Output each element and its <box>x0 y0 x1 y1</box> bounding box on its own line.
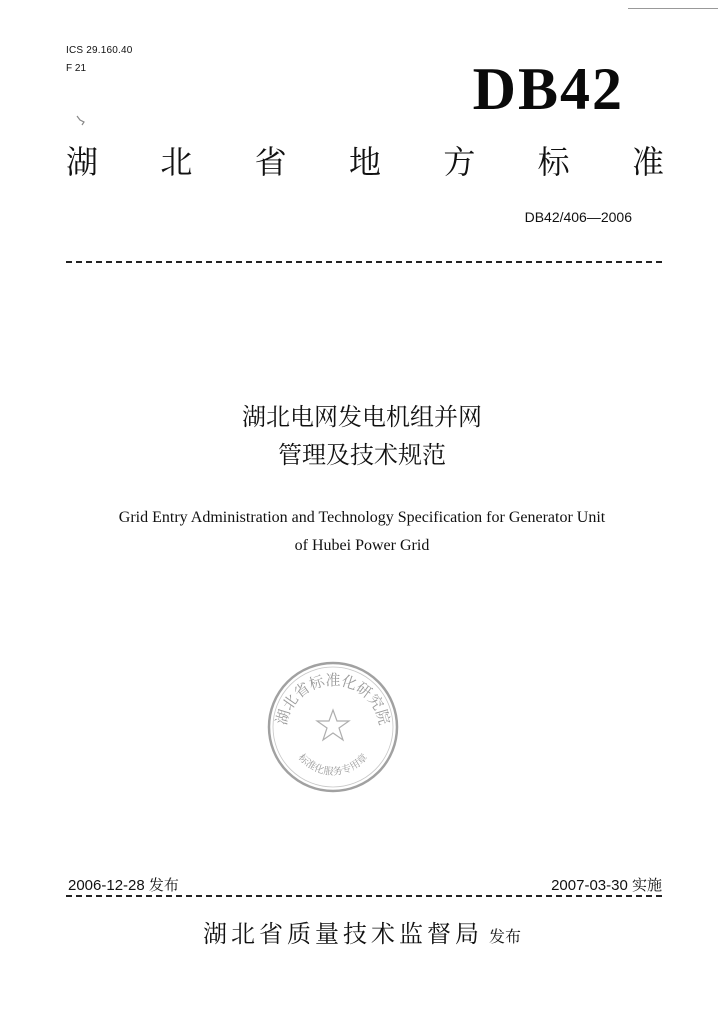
standard-type-char: 方 <box>443 143 476 181</box>
seal-graphic <box>264 658 402 796</box>
publisher-suffix: 发布 <box>488 927 521 946</box>
official-seal <box>264 658 402 796</box>
seal-lower-text: 标准化服务专用章 <box>295 752 371 778</box>
standard-type-char: 标 <box>537 143 570 181</box>
publisher-line <box>0 914 724 954</box>
publisher-name: 湖北省质量技术监督局 <box>202 920 483 948</box>
corner-scan-mark <box>628 8 718 9</box>
top-divider <box>66 261 662 263</box>
standard-type-char: 湖 <box>66 143 99 181</box>
classification-code: F 21 <box>66 63 87 74</box>
bottom-divider <box>66 895 662 897</box>
svg-text:标准化服务专用章 <box>296 751 370 778</box>
seal-upper-text: 湖北省标准化研究院 <box>272 671 394 727</box>
implementation-date: 2007-03-30 实施 <box>551 877 662 894</box>
chinese-title <box>0 398 724 474</box>
english-title <box>0 504 724 560</box>
standard-number: DB42/406—2006 <box>524 209 632 225</box>
scan-artifact-mark <box>74 114 88 128</box>
chinese-title-line-2: 管理及技术规范 <box>278 441 446 469</box>
english-title-line-1: Grid Entry Administration and Technology Specification for Generator Unit <box>118 509 606 526</box>
standard-type-char: 省 <box>254 143 287 181</box>
chinese-title-line-1: 湖北电网发电机组并网 <box>242 403 482 431</box>
english-title-line-2: of Hubei Power Grid <box>294 537 430 554</box>
issue-date: 2006-12-28 发布 <box>68 877 179 894</box>
standard-type-char: 北 <box>160 143 193 181</box>
ics-code: ICS 29.160.40 <box>66 45 133 56</box>
standard-code: DB42 <box>472 56 624 122</box>
standard-type-heading <box>66 140 664 184</box>
standard-type-char: 准 <box>631 143 664 181</box>
standard-type-char: 地 <box>348 143 381 181</box>
